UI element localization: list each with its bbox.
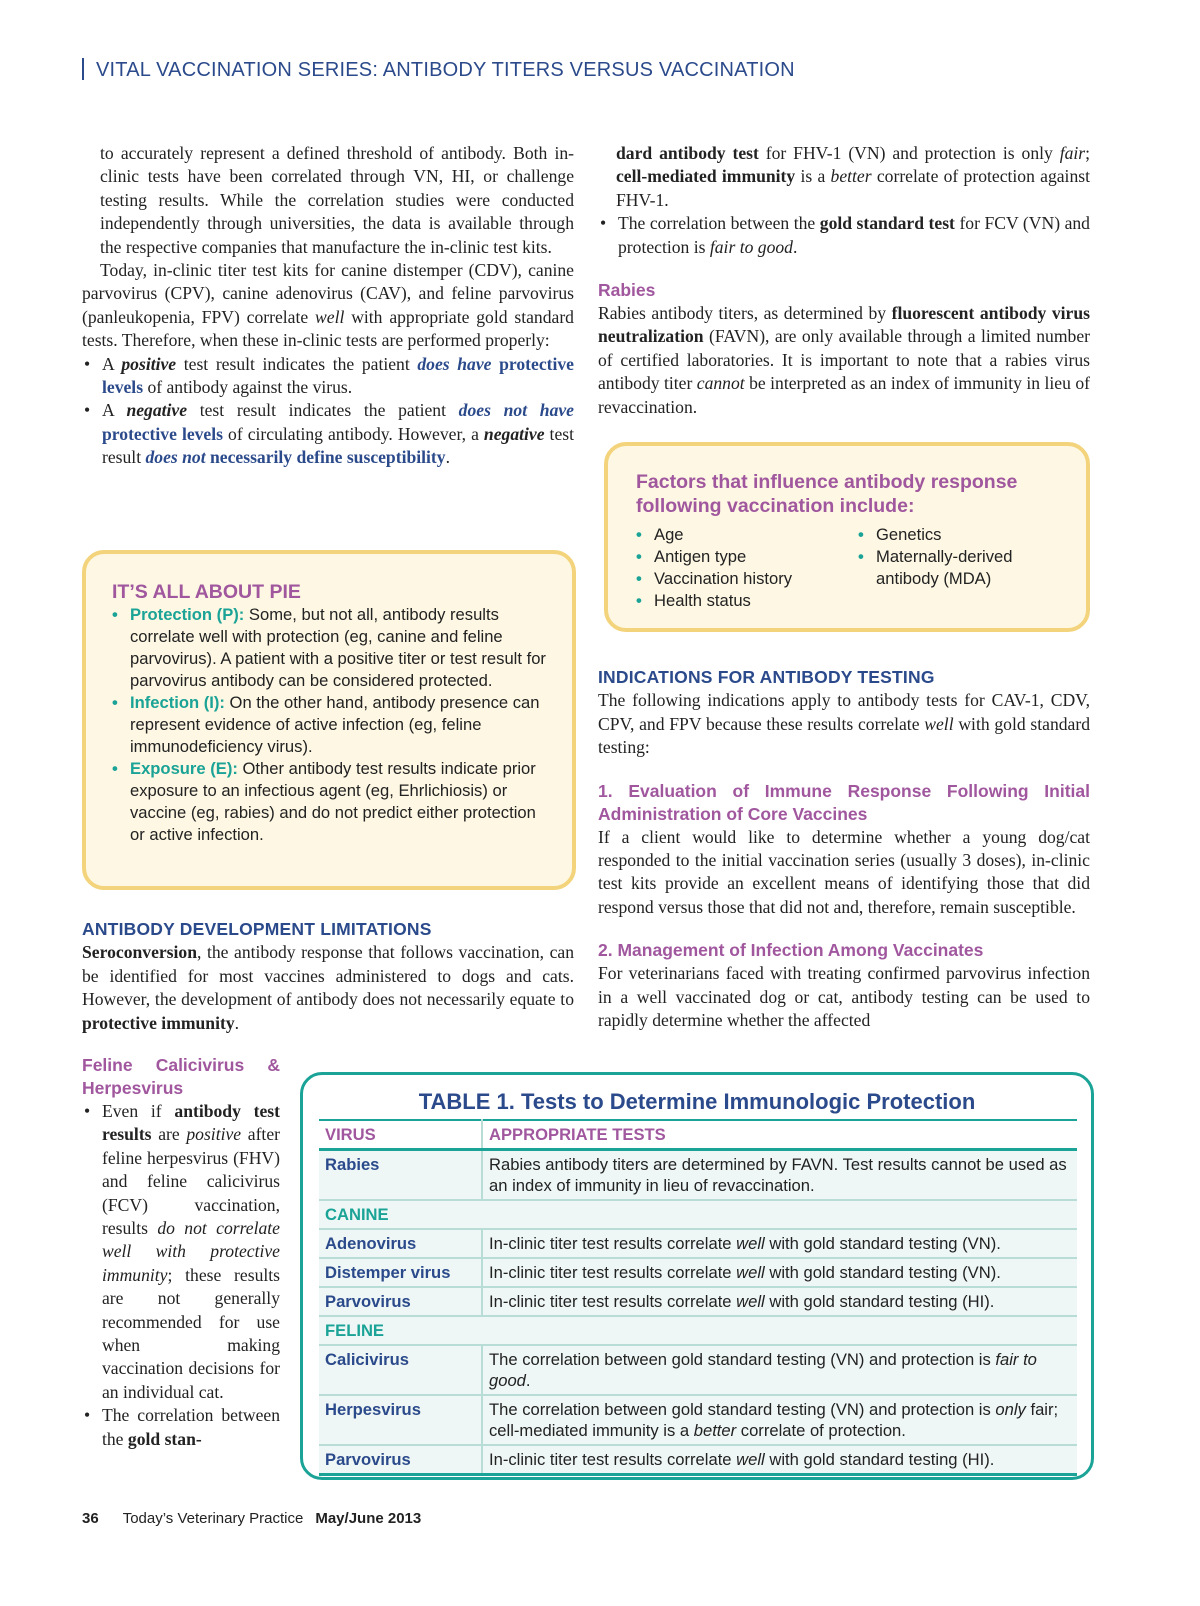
- table-row: Calicivirus The correlation between gold standard testing (VN) and protection is fair to good.: [319, 1345, 1077, 1395]
- pie-sidebar-box: [82, 550, 576, 890]
- subsection-heading: Rabies: [598, 280, 656, 301]
- list-item: • The correlation between the gold standard test for FCV (VN) and protection is fair to good.: [598, 212, 1090, 259]
- protection-table: [319, 1119, 1077, 1476]
- feline-bullets: [82, 1100, 280, 1451]
- header-title: VITAL VACCINATION SERIES: ANTIBODY TITERS VERSUS VACCINATION: [96, 59, 795, 81]
- paragraph: Seroconversion, the antibody response that follows vaccination, can be identified for most vaccines administered to dogs and cats. However, the development of antibody does not necessarily equate to protective immunity.: [82, 942, 574, 1033]
- paragraph-in-clinic: Today, in-clinic titer test kits for canine distemper (CDV), canine parvovirus (CPV), canine adenovirus (CAV), and feline parvovirus (panleukopenia, FPV) correlate well with appropriate gold standard tests. Therefore, when these in-clinic tests are performed properly:: [82, 260, 574, 351]
- factors-sidebar-box: [604, 442, 1090, 632]
- subsection-heading: 1. Evaluation of Immune Response Following Initial Administration of Core Vaccines: [598, 780, 1090, 824]
- page-number: 36: [82, 1510, 99, 1527]
- list-item: • Maternally-derived antibody (MDA): [858, 546, 1048, 590]
- table-title: TABLE 1. Tests to Determine Immunologic Protection: [418, 1089, 976, 1114]
- right-column-text: [598, 142, 1090, 419]
- header-bar: [82, 58, 84, 80]
- table-header-row: [319, 1120, 1077, 1150]
- column-header-virus: VIRUS: [319, 1120, 482, 1150]
- list-item: • Genetics: [858, 524, 1048, 546]
- table-section-row: FELINE: [319, 1316, 1077, 1345]
- table-row: Herpesvirus The correlation between gold standard testing (VN) and protection is only fair; cell-mediated immunity is a better correlate of protection.: [319, 1395, 1077, 1445]
- running-header: [82, 58, 795, 82]
- paragraph: The following indications apply to antibody tests for CAV-1, CDV, CPV, and FPV because these results correlate well with gold standard testing:: [598, 690, 1091, 758]
- list-item: • Age: [636, 524, 846, 546]
- paragraph: For veterinarians faced with treating confirmed parvovirus infection in a well vaccinated dog or cat, antibody testing can be used to rapidly determine whether the affected: [598, 963, 1090, 1031]
- factors-box-title: Factors that influence antibody response following vaccination include:: [636, 471, 1018, 517]
- list-item: • Even if antibody test results are positive after feline herpesvirus (FHV) and feline calicivirus (FCV) vaccination, results do not correlate well with protective immunity; these results are not generally recommended for use when making vaccination decisions for an individual cat.: [82, 1100, 280, 1404]
- list-item: • The correlation between the gold stan-: [82, 1404, 280, 1451]
- table-row: Parvovirus In-clinic titer test results correlate well with gold standard testing (HI).: [319, 1287, 1077, 1316]
- page-footer: [82, 1510, 421, 1527]
- indications-section: [598, 666, 1090, 1032]
- list-item: • Exposure (E): Other antibody test results indicate prior exposure to an infectious agent (eg, Ehrlichiosis) or vaccine (eg, rabies) and do not predict either protection or active infection.: [112, 758, 548, 846]
- paragraph: If a client would like to determine whether a young dog/cat responded to the initial vaccination series (usually 3 doses), in-clinic test kits provide an excellent means of identifying those that did respond versus those that did not and, therefore, remain susceptible.: [598, 826, 1090, 917]
- pie-list: [112, 604, 548, 846]
- list-item: • A positive test result indicates the patient does have protective levels of antibody against the virus.: [82, 353, 574, 400]
- table-row: Parvovirus In-clinic titer test results correlate well with gold standard testing (HI).: [319, 1445, 1077, 1475]
- paragraph-continued: to accurately represent a defined threshold of antibody. Both in-clinic tests have been correlated through VN, HI, or challenge testing results. While the correlation studies were conducted independently through universities, the data is available through the respective companies that manufacture the in-clinic test kits.: [100, 143, 574, 257]
- left-column-text: [82, 142, 574, 470]
- fcv-bullet: [598, 212, 1090, 259]
- table-row: Rabies Rabies antibody titers are determined by FAVN. Test results cannot be used as an index of immunity in lieu of revaccination.: [319, 1150, 1077, 1201]
- list-item: • Protection (P): Some, but not all, antibody results correlate well with protection (eg, canine and feline parvovirus). A patient with a positive titer or test result for parvovirus antibody can be considered protected.: [112, 604, 548, 692]
- result-bullets: [82, 353, 574, 470]
- paragraph-continued: dard antibody test for FHV-1 (VN) and protection is only fair; cell-mediated immunity is a better correlate of protection against FHV-1.: [616, 143, 1091, 210]
- column-header-tests: APPROPRIATE TESTS: [482, 1120, 1077, 1150]
- list-item: • Vaccination history: [636, 568, 846, 590]
- subsection-heading: Feline Calicivirus & Herpesvirus: [82, 1055, 280, 1098]
- list-item: • Antigen type: [636, 546, 846, 568]
- table-1-box: [300, 1072, 1094, 1480]
- list-item: • A negative test result indicates the patient does not have protective levels of circulating antibody. However, a negative test result does not necessarily define susceptibility.: [82, 399, 574, 469]
- list-item: • Health status: [636, 590, 846, 612]
- table-section-row: CANINE: [319, 1200, 1077, 1229]
- list-item: • Infection (I): On the other hand, antibody presence can represent evidence of active infection (eg, feline immunodeficiency virus).: [112, 692, 548, 758]
- table-row: Distemper virus In-clinic titer test results correlate well with gold standard testing (VN).: [319, 1258, 1077, 1287]
- subsection-heading: 2. Management of Infection Among Vaccinates: [598, 940, 984, 961]
- section-heading: ANTIBODY DEVELOPMENT LIMITATIONS: [82, 919, 432, 939]
- section-heading: INDICATIONS FOR ANTIBODY TESTING: [598, 667, 935, 687]
- issue-date: May/June 2013: [315, 1510, 422, 1527]
- limitations-section: [82, 918, 574, 1035]
- table-row: Adenovirus In-clinic titer test results correlate well with gold standard testing (VN).: [319, 1229, 1077, 1258]
- journal-name: Today’s Veterinary Practice: [122, 1510, 304, 1527]
- feline-section: [82, 1054, 280, 1451]
- factors-list-left: [636, 524, 846, 612]
- pie-box-title: IT’S ALL ABOUT PIE: [112, 581, 301, 603]
- paragraph: Rabies antibody titers, as determined by fluorescent antibody virus neutralization (FAVN), are only available through a limited number of certified laboratories. It is important to note that a rabies virus antibody titer cannot be interpreted as an index of immunity in lieu of revaccination.: [598, 303, 1091, 417]
- factors-list-right: [858, 524, 1048, 590]
